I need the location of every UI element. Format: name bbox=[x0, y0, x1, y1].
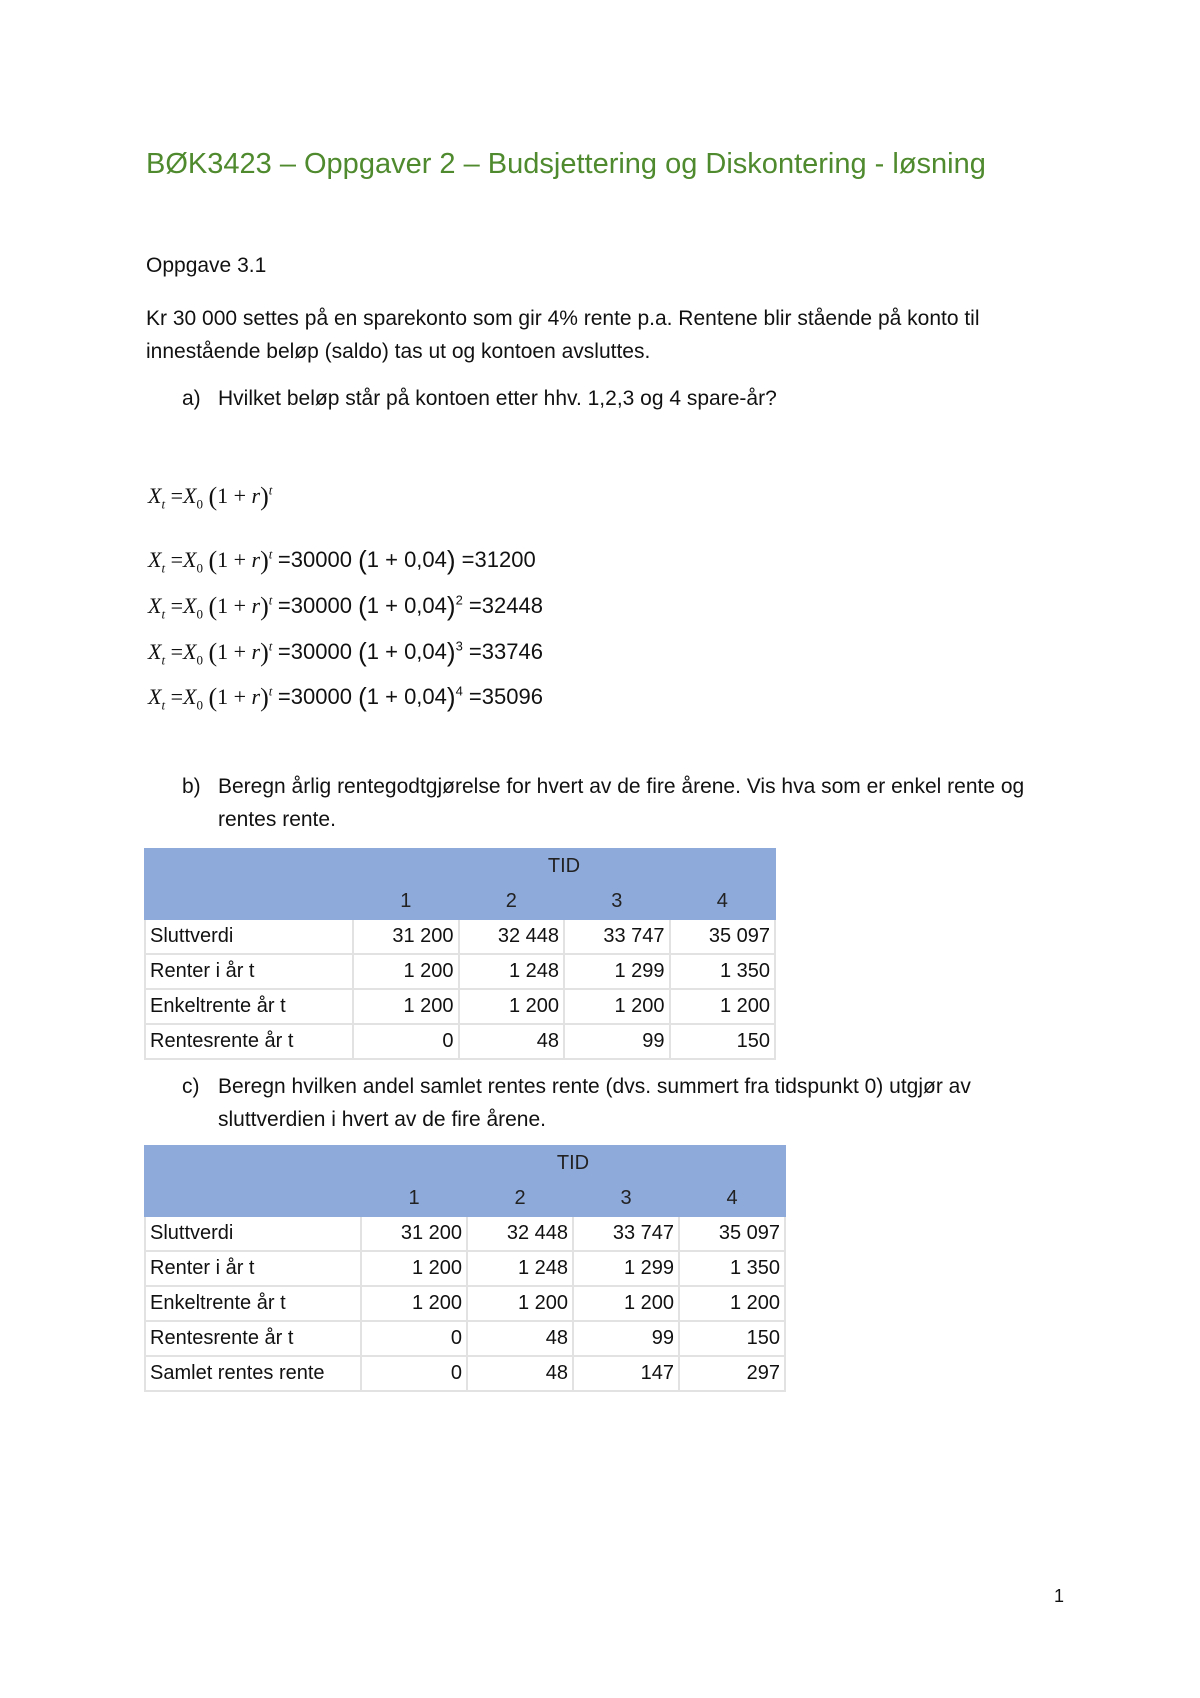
row-label: Sluttverdi bbox=[145, 1216, 361, 1251]
row-label: Samlet rentes rente bbox=[145, 1356, 361, 1391]
table-row bbox=[145, 989, 775, 1024]
formula-rate: 0,04 bbox=[404, 593, 447, 618]
formula-principal: 30000 bbox=[290, 593, 352, 618]
formula-row: $X_t =X_0$ $(1 + r)^t =30000$ $(1 + 0,04)^3 =33746$ bbox=[148, 637, 543, 668]
interest-table-b bbox=[144, 848, 776, 1060]
table-cell: 1 248 bbox=[459, 954, 565, 989]
formula-row: $X_t =X_0$ $(1 + r)^t =30000$ $(1 + 0,04)^4 =35096$ bbox=[148, 682, 543, 713]
table-cell: 48 bbox=[467, 1321, 573, 1356]
formula-result: 33746 bbox=[481, 639, 543, 664]
table-cell: 35 097 bbox=[670, 919, 776, 954]
table-cell: 48 bbox=[459, 1024, 565, 1059]
column-header: 3 bbox=[573, 1181, 679, 1216]
table-cell: 31 200 bbox=[361, 1216, 467, 1251]
row-label: Enkeltrente år t bbox=[145, 989, 353, 1024]
table-row bbox=[145, 1251, 785, 1286]
table-row bbox=[145, 1216, 785, 1251]
formula-exponent: 2 bbox=[455, 592, 463, 608]
table-cell: 1 350 bbox=[679, 1251, 785, 1286]
table-row bbox=[145, 1321, 785, 1356]
column-header: 1 bbox=[353, 884, 459, 919]
table-cell: 1 200 bbox=[679, 1286, 785, 1321]
table-cell: 147 bbox=[573, 1356, 679, 1391]
table-cell: 48 bbox=[467, 1356, 573, 1391]
question-text: Beregn hvilken andel samlet rentes rente (dvs. summert fra tidspunkt 0) utgjør av sluttverdien i hvert av de fire årene. bbox=[218, 1075, 971, 1131]
formula-result: 32448 bbox=[481, 593, 543, 618]
table-cell: 150 bbox=[670, 1024, 776, 1059]
group-header: TID bbox=[361, 1146, 785, 1181]
row-label: Rentesrente år t bbox=[145, 1321, 361, 1356]
page-number: 1 bbox=[1054, 1586, 1065, 1606]
table-cell: 0 bbox=[361, 1321, 467, 1356]
question-label: a) bbox=[182, 387, 201, 410]
table-cell: 1 299 bbox=[564, 954, 670, 989]
table-cell: 1 350 bbox=[670, 954, 776, 989]
column-header: 2 bbox=[467, 1181, 573, 1216]
table-cell: 1 200 bbox=[670, 989, 776, 1024]
table-row bbox=[145, 1356, 785, 1391]
formula-row: $X_t =X_0$ $(1 + r)^t =30000$ $(1 + 0,04)^2 =32448$ bbox=[148, 591, 543, 622]
row-label: Renter i år t bbox=[145, 954, 353, 989]
table-row bbox=[145, 919, 775, 954]
table-cell: 1 200 bbox=[459, 989, 565, 1024]
column-header: 3 bbox=[564, 884, 670, 919]
table-cell: 1 200 bbox=[353, 989, 459, 1024]
table-cell: 1 200 bbox=[564, 989, 670, 1024]
question-a bbox=[182, 382, 1062, 415]
table-cell: 1 248 bbox=[467, 1251, 573, 1286]
question-label: c) bbox=[182, 1075, 200, 1098]
row-label: Renter i år t bbox=[145, 1251, 361, 1286]
table-cell: 33 747 bbox=[573, 1216, 679, 1251]
question-label: b) bbox=[182, 775, 201, 798]
column-header: 4 bbox=[670, 884, 776, 919]
formula-exponent: 4 bbox=[455, 683, 463, 699]
table-cell: 1 200 bbox=[353, 954, 459, 989]
formula-exponent: 3 bbox=[455, 638, 463, 654]
table-row bbox=[145, 954, 775, 989]
question-c bbox=[182, 1070, 1062, 1136]
row-label: Enkeltrente år t bbox=[145, 1286, 361, 1321]
formula-rate: 0,04 bbox=[404, 547, 447, 572]
table-row bbox=[145, 1024, 775, 1059]
formula-result: 31200 bbox=[474, 547, 536, 572]
interest-table-c bbox=[144, 1145, 786, 1392]
formula-principal: 30000 bbox=[290, 547, 352, 572]
table-cell: 99 bbox=[573, 1321, 679, 1356]
formula-principal: 30000 bbox=[290, 639, 352, 664]
formula-principal: 30000 bbox=[290, 684, 352, 709]
intro-paragraph: Kr 30 000 settes på en sparekonto som gir 4% rente p.a. Rentene blir stående på konto til innestående beløp (saldo) tas ut og kontoen avsluttes. bbox=[146, 307, 980, 363]
table-row bbox=[145, 1286, 785, 1321]
question-text: Hvilket beløp står på kontoen etter hhv. 1,2,3 og 4 spare-år? bbox=[218, 387, 777, 410]
column-header: 1 bbox=[361, 1181, 467, 1216]
column-header: 4 bbox=[679, 1181, 785, 1216]
table-cell: 35 097 bbox=[679, 1216, 785, 1251]
table-cell: 1 200 bbox=[361, 1286, 467, 1321]
section-heading: Oppgave 3.1 bbox=[146, 254, 267, 277]
question-text: Beregn årlig rentegodtgjørelse for hvert av de fire årene. Vis hva som er enkel rente og rentes rente. bbox=[218, 775, 1025, 831]
table-cell: 1 200 bbox=[361, 1251, 467, 1286]
group-header: TID bbox=[353, 849, 775, 884]
formula-rate: 0,04 bbox=[404, 684, 447, 709]
table-cell: 0 bbox=[361, 1356, 467, 1391]
table-cell: 1 299 bbox=[573, 1251, 679, 1286]
table-cell: 1 200 bbox=[467, 1286, 573, 1321]
question-b bbox=[182, 770, 1062, 836]
table-cell: 1 200 bbox=[573, 1286, 679, 1321]
table-cell: 297 bbox=[679, 1356, 785, 1391]
table-cell: 32 448 bbox=[459, 919, 565, 954]
page-title: BØK3423 – Oppgaver 2 – Budsjettering og Diskontering - løsning bbox=[146, 148, 986, 180]
formula-result: 35096 bbox=[481, 684, 543, 709]
formula-rate: 0,04 bbox=[404, 639, 447, 664]
row-label: Sluttverdi bbox=[145, 919, 353, 954]
table-cell: 33 747 bbox=[564, 919, 670, 954]
table-cell: 32 448 bbox=[467, 1216, 573, 1251]
table-cell: 99 bbox=[564, 1024, 670, 1059]
table-cell: 0 bbox=[353, 1024, 459, 1059]
column-header: 2 bbox=[459, 884, 565, 919]
table-cell: 31 200 bbox=[353, 919, 459, 954]
formula-row: $X_t =X_0$ $(1 + r)^t =30000$ (1 + 0,04) =31200 bbox=[148, 545, 536, 576]
table-cell: 150 bbox=[679, 1321, 785, 1356]
formula-general: $X_t =X_0$ $(1 + r)^t$ bbox=[148, 482, 273, 512]
row-label: Rentesrente år t bbox=[145, 1024, 353, 1059]
